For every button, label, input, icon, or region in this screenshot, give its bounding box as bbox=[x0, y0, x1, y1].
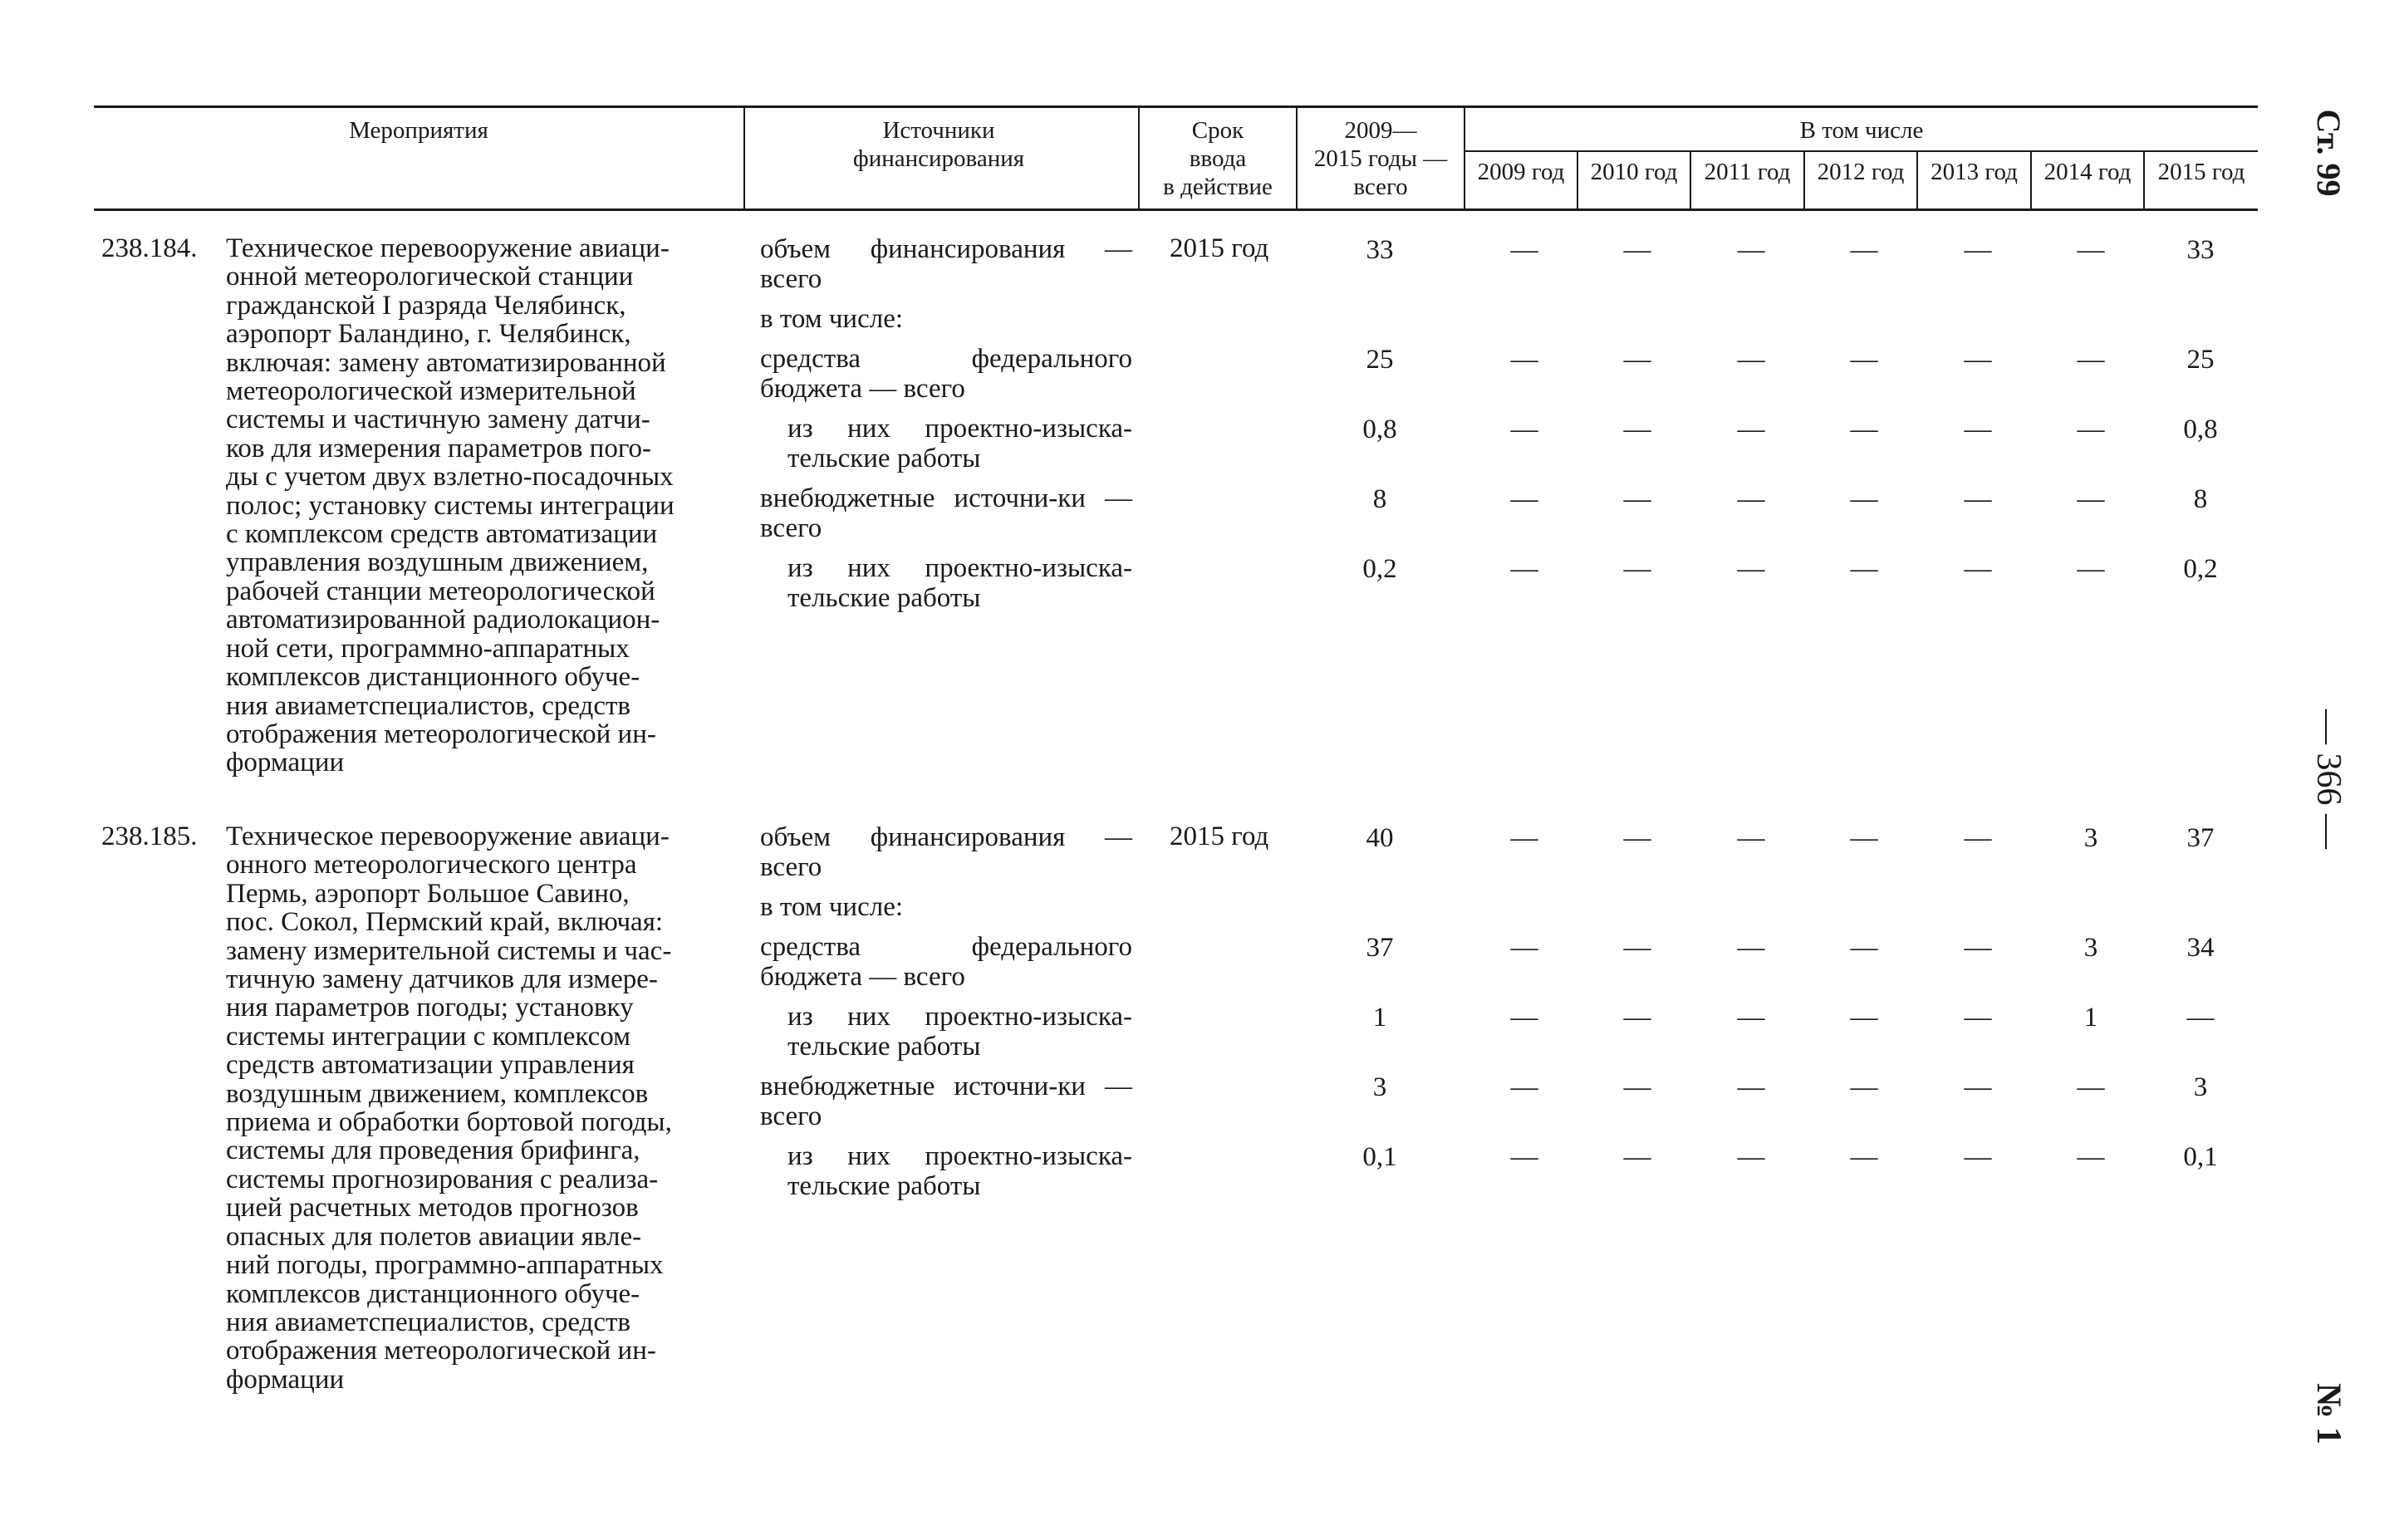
header-year-2014: 2014 год bbox=[2043, 159, 2132, 185]
value-2012: — bbox=[1850, 1072, 1878, 1102]
value-2011: — bbox=[1737, 484, 1765, 514]
value-2012: — bbox=[1850, 1003, 1878, 1032]
value-2015: 37 bbox=[2186, 823, 2215, 853]
issue-number: № 1 bbox=[2309, 1383, 2348, 1444]
value-2012: — bbox=[1850, 823, 1878, 853]
value-2011: — bbox=[1737, 1003, 1765, 1032]
value-total: 25 bbox=[1366, 345, 1394, 375]
value-2014: 3 bbox=[2083, 823, 2098, 853]
header-year-2010: 2010 год bbox=[1590, 159, 1678, 185]
value-total: 33 bbox=[1366, 235, 1394, 265]
value-2014: — bbox=[2077, 484, 2105, 514]
value-2010: — bbox=[1623, 235, 1651, 265]
source-label: объем финансирования — всего bbox=[760, 822, 1132, 882]
header-term bbox=[1140, 116, 1296, 201]
row-term: 2015 год bbox=[1170, 233, 1269, 263]
source-label: в том числе: bbox=[760, 304, 904, 334]
header-total-line: 2009— bbox=[1344, 117, 1417, 144]
header-year-2015: 2015 год bbox=[2157, 159, 2245, 185]
value-2011: — bbox=[1737, 823, 1765, 853]
value-2010: — bbox=[1623, 933, 1651, 963]
value-2009: — bbox=[1510, 345, 1538, 375]
source-label: средства федерального бюджета — всего bbox=[760, 932, 1132, 992]
value-2014: — bbox=[2077, 554, 2105, 584]
value-2010: — bbox=[1623, 1142, 1651, 1172]
value-2010: — bbox=[1623, 1003, 1651, 1032]
value-2010: — bbox=[1623, 484, 1651, 514]
header-year-2013: 2013 год bbox=[1931, 159, 2018, 185]
source-label: средства федерального бюджета — всего bbox=[760, 344, 1132, 404]
header-total-line: 2015 годы — bbox=[1313, 145, 1448, 172]
value-2014: 3 bbox=[2083, 933, 2098, 963]
header-term-line: Срок bbox=[1191, 117, 1244, 144]
value-total: 0,2 bbox=[1362, 554, 1397, 584]
value-2009: — bbox=[1510, 235, 1538, 265]
source-label: внебюджетные источни-ки — всего bbox=[760, 483, 1132, 543]
header-term-line: ввода bbox=[1189, 145, 1247, 172]
value-2015: 3 bbox=[2193, 1072, 2208, 1102]
value-2011: — bbox=[1737, 1072, 1765, 1102]
source-label: из них проектно-изыска-тельские работы bbox=[787, 1141, 1132, 1201]
value-2009: — bbox=[1510, 554, 1538, 584]
value-2015: 25 bbox=[2186, 345, 2215, 375]
value-total: 37 bbox=[1366, 933, 1394, 963]
header-sources: Источники финансирования bbox=[852, 117, 1025, 172]
value-2010: — bbox=[1623, 345, 1651, 375]
row-number: 238.184. bbox=[101, 233, 198, 263]
value-total: 8 bbox=[1372, 484, 1387, 514]
source-label: из них проектно-изыска-тельские работы bbox=[787, 553, 1132, 613]
value-2011: — bbox=[1737, 1142, 1765, 1172]
value-2009: — bbox=[1510, 1142, 1538, 1172]
value-2012: — bbox=[1850, 933, 1878, 963]
value-2010: — bbox=[1623, 1072, 1651, 1102]
header-year-2011: 2011 год bbox=[1704, 159, 1791, 185]
value-2014: — bbox=[2077, 414, 2105, 444]
value-2013: — bbox=[1964, 933, 1992, 963]
source-label: внебюджетные источни-ки — всего bbox=[760, 1072, 1132, 1131]
header-top-rule bbox=[94, 105, 2258, 108]
value-2012: — bbox=[1850, 484, 1878, 514]
value-2011: — bbox=[1737, 345, 1765, 375]
value-2013: — bbox=[1964, 235, 1992, 265]
value-2014: 1 bbox=[2083, 1003, 2098, 1032]
value-2015: 0,1 bbox=[2183, 1142, 2218, 1172]
row-term: 2015 год bbox=[1170, 821, 1269, 851]
value-2013: — bbox=[1964, 554, 1992, 584]
value-2015: 34 bbox=[2186, 933, 2215, 963]
value-2015: 33 bbox=[2186, 235, 2215, 265]
value-2011: — bbox=[1737, 933, 1765, 963]
header-year-2012: 2012 год bbox=[1817, 159, 1905, 185]
value-2015: 8 bbox=[2193, 484, 2208, 514]
value-2012: — bbox=[1850, 345, 1878, 375]
value-2013: — bbox=[1964, 1142, 1992, 1172]
header-term-line: в действие bbox=[1163, 174, 1273, 200]
value-2011: — bbox=[1737, 414, 1765, 444]
source-label: объем финансирования — всего bbox=[760, 234, 1132, 294]
header-total bbox=[1298, 116, 1464, 201]
row-number: 238.185. bbox=[101, 821, 198, 851]
value-2009: — bbox=[1510, 1072, 1538, 1102]
value-2014: — bbox=[2077, 1072, 2105, 1102]
value-2011: — bbox=[1737, 554, 1765, 584]
value-2012: — bbox=[1850, 235, 1878, 265]
value-2010: — bbox=[1623, 823, 1651, 853]
article-number: Ст. 99 bbox=[2310, 109, 2348, 197]
value-total: 0,8 bbox=[1362, 414, 1397, 444]
row-description: Техническое перевооружение авиаци- онной метеорологической станции гражданской I разряда Челябинск, аэропорт Баландино, г. Челябинск, включая: замену автоматизированной метеорологической измерительной системы и частичную замену датчи- ков для измерения параметров пого- ды с учетом двух взлетно-посадочных полос; установку системы интеграции с комплексом средств автоматизации управления воздушным движением, рабочей станции метеорологической автоматизированной радиолокацион- ной сети, программно-аппаратных комплексов дистанционного обуче- ния авиаметспециалистов, средств отображения метеорологической ин- формации bbox=[226, 233, 675, 778]
value-2014: — bbox=[2077, 345, 2105, 375]
value-2015: 0,2 bbox=[2183, 554, 2218, 584]
value-total: 1 bbox=[1372, 1003, 1387, 1032]
header-divider bbox=[743, 105, 745, 210]
header-year-2009: 2009 год bbox=[1477, 159, 1565, 185]
value-2013: — bbox=[1964, 345, 1992, 375]
value-2010: — bbox=[1623, 554, 1651, 584]
value-2012: — bbox=[1850, 554, 1878, 584]
value-2012: — bbox=[1850, 1142, 1878, 1172]
value-2009: — bbox=[1510, 823, 1538, 853]
page-number: — 366 — bbox=[2309, 709, 2348, 849]
value-2015: 0,8 bbox=[2183, 414, 2218, 444]
header-years-rule bbox=[1464, 150, 2258, 152]
value-total: 0,1 bbox=[1362, 1142, 1397, 1172]
value-2009: — bbox=[1510, 484, 1538, 514]
value-2011: — bbox=[1737, 235, 1765, 265]
header-including: В том числе bbox=[1799, 117, 1924, 144]
source-label: из них проектно-изыска-тельские работы bbox=[787, 414, 1132, 473]
value-2013: — bbox=[1964, 484, 1992, 514]
value-2013: — bbox=[1964, 823, 1992, 853]
header-bottom-rule bbox=[94, 208, 2258, 211]
value-2015: — bbox=[2186, 1003, 2215, 1032]
value-2009: — bbox=[1510, 414, 1538, 444]
row-description: Техническое перевооружение авиаци- онного метеорологического центра Пермь, аэропорт Большое Савино, пос. Сокол, Пермский край, включая: замену измерительной системы и час- тичную замену датчиков для измере- ния параметров погоды; установку системы интеграции с комплексом средств автоматизации управления воздушным движением, комплексов приема и обработки бортовой погоды, системы для проведения брифинга, системы прогнозирования с реализа- цией расчетных методов прогнозов опасных для полетов авиации явле- ний погоды, программно-аппаратных комплексов дистанционного обуче- ния авиаметспециалистов, средств отображения метеорологической ин- формации bbox=[226, 821, 672, 1395]
value-total: 3 bbox=[1372, 1072, 1387, 1102]
value-2009: — bbox=[1510, 1003, 1538, 1032]
value-2009: — bbox=[1510, 933, 1538, 963]
value-2013: — bbox=[1964, 414, 1992, 444]
value-total: 40 bbox=[1366, 823, 1394, 853]
source-label: в том числе: bbox=[760, 892, 904, 922]
header-total-line: всего bbox=[1353, 174, 1408, 200]
value-2013: — bbox=[1964, 1003, 1992, 1032]
header-measures: Мероприятия bbox=[349, 117, 488, 144]
value-2014: — bbox=[2077, 1142, 2105, 1172]
value-2013: — bbox=[1964, 1072, 1992, 1102]
source-label: из них проектно-изыска-тельские работы bbox=[787, 1002, 1132, 1062]
value-2012: — bbox=[1850, 414, 1878, 444]
value-2014: — bbox=[2077, 235, 2105, 265]
value-2010: — bbox=[1623, 414, 1651, 444]
